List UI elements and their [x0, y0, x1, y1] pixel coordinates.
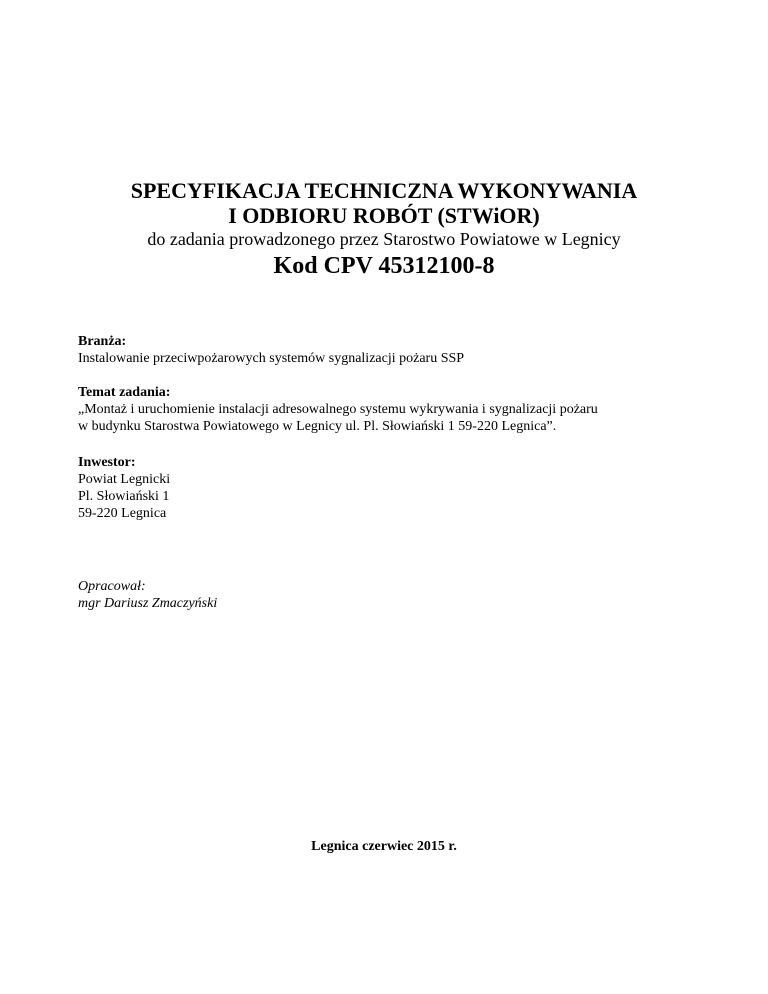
opracowal-label: Opracował:	[78, 579, 146, 594]
footer-place-date: Legnica czerwiec 2015 r.	[311, 839, 457, 854]
inwestor-line-2: Pl. Słowiański 1	[78, 489, 170, 504]
opracowal-section	[78, 578, 698, 612]
document-subtitle: do zadania prowadzonego przez Starostwo Powiatowe w Legnicy	[147, 229, 621, 249]
document-title-line-2: I ODBIORU ROBÓT (STWiOR)	[228, 203, 540, 228]
title-block	[0, 178, 768, 280]
inwestor-section	[78, 454, 698, 522]
inwestor-label: Inwestor:	[78, 455, 136, 470]
branza-section	[78, 333, 698, 367]
temat-line-2: w budynku Starostwa Powiatowego w Legnicy ul. Pl. Słowiański 1 59-220 Legnica”.	[78, 419, 557, 434]
document-title-line-1: SPECYFIKACJA TECHNICZNA WYKONYWANIA	[130, 178, 638, 203]
temat-label: Temat zadania:	[78, 385, 171, 400]
temat-line-1: „Montaż i uruchomienie instalacji adresowalnego systemu wykrywania i sygnalizacji pożaru	[78, 402, 598, 417]
branza-label: Branża:	[78, 334, 127, 349]
cpv-code: Kod CPV 45312100-8	[273, 253, 495, 279]
inwestor-line-3: 59-220 Legnica	[78, 506, 167, 521]
opracowal-name: mgr Dariusz Zmaczyński	[78, 596, 218, 611]
branza-text: Instalowanie przeciwpożarowych systemów sygnalizacji pożaru SSP	[78, 351, 465, 366]
temat-section	[78, 384, 698, 435]
inwestor-line-1: Powiat Legnicki	[78, 472, 171, 487]
